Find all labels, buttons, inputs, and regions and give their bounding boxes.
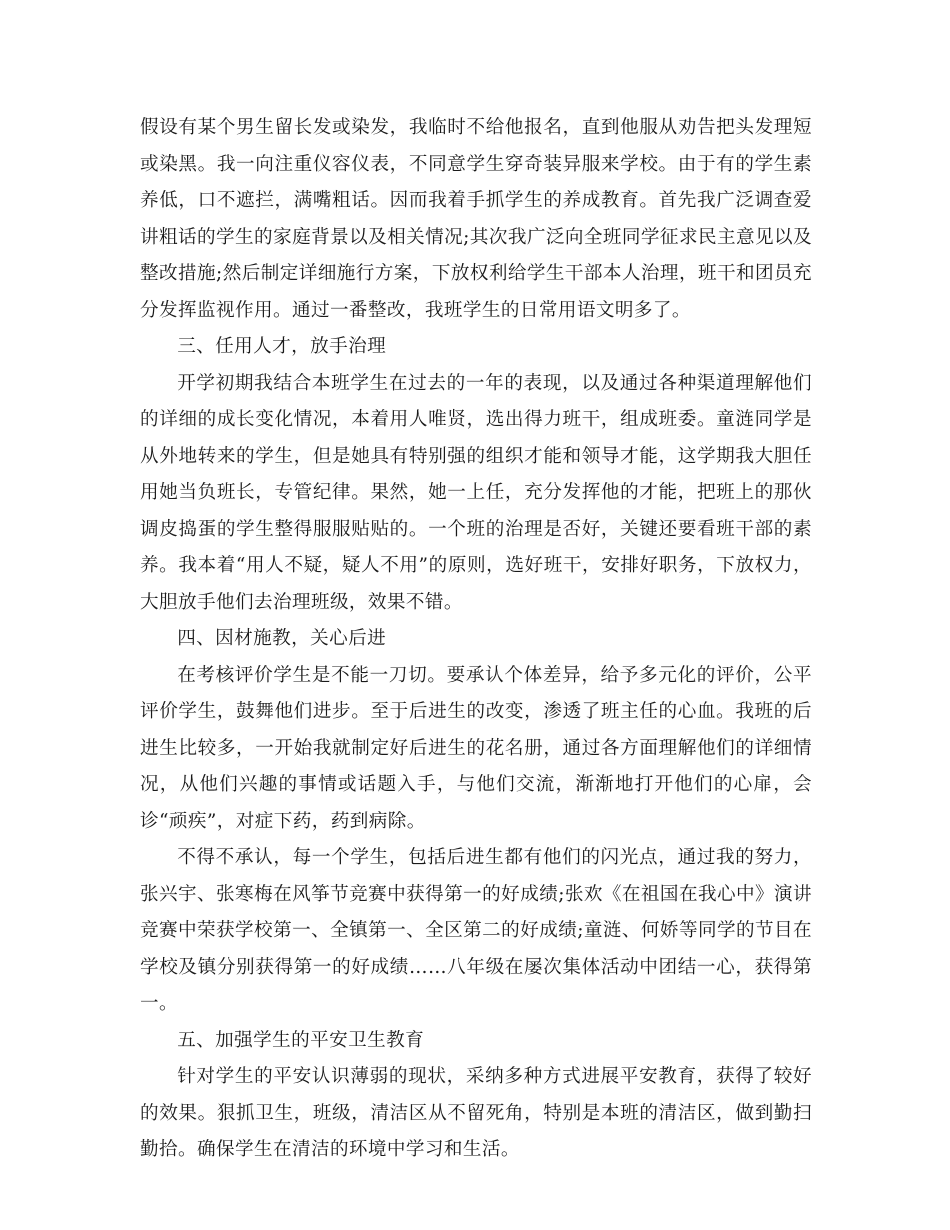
section-heading-5: 五、加强学生的平安卫生教育 (177, 1029, 425, 1051)
paragraph-intro: 假设有某个男生留长发或染发，我临时不给他报名，直到他服从劝告把头发理短或染黑。我一向注重仪容仪表，不同意学生穿奇装异服来学校。由于有的学生素养低，口不遮拦，满嘴粗话。因而我着手抓学生的养成教育。首先我广泛调查爱讲粗话的学生的家庭背景以及相关情况;其次我广泛向全班同学征求民主意见以及整改措施;然后制定详细施行方案，下放权利给学生干部本人治理，班干和团员充分发挥监视作用。通过一番整改，我班学生的日常用语文明多了。 (140, 117, 812, 321)
paragraph-section-4b: 不得不承认，每一个学生，包括后进生都有他们的闪光点，通过我的努力，张兴宇、张寒梅在风筝节竞赛中获得第一的好成绩;张欢《在祖国在我心中》演讲竞赛中荣获学校第一、全镇第一、全区第二的好成绩;童涟、何娇等同学的节目在学校及镇分别获得第一的好成绩……八年级在屡次集体活动中团结一心，获得第一。 (140, 847, 812, 1014)
document-body (140, 110, 812, 1169)
paragraph-section-4a: 在考核评价学生是不能一刀切。要承认个体差异，给予多元化的评价，公平评价学生，鼓舞他们进步。至于后进生的改变，渗透了班主任的心血。我班的后进生比较多，一开始我就制定好后进生的花名册，通过各方面理解他们的详细情况，从他们兴趣的事情或话题入手，与他们交流，渐渐地打开他们的心扉，会诊“顽疾”，对症下药，药到病除。 (140, 664, 812, 832)
section-heading-4: 四、因材施教，关心后进 (177, 628, 387, 649)
paragraph-section-3: 开学初期我结合本班学生在过去的一年的表现，以及通过各种渠道理解他们的详细的成长变化情况，本着用人唯贤，选出得力班干，组成班委。童涟同学是从外地转来的学生，但是她具有特别强的组织才能和领导才能，这学期我大胆任用她当负班长，专管纪律。果然，她一上任，充分发挥他的才能，把班上的那伙调皮捣蛋的学生整得服服贴贴的。一个班的治理是否好，关键还要看班干部的素养。我本着“用人不疑，疑人不用”的原则，选好班干，安排好职务，下放权力，大胆放手他们去治理班级，效果不错。 (140, 372, 812, 613)
section-heading-3: 三、任用人才，放手治理 (177, 336, 387, 357)
paragraph-section-5: 针对学生的平安认识薄弱的现状，采纳多种方式进展平安教育，获得了较好的效果。狠抓卫生，班级，清洁区从不留死角，特别是本班的清洁区，做到勤扫勤拾。确保学生在清洁的环境中学习和生活。 (140, 1066, 812, 1160)
